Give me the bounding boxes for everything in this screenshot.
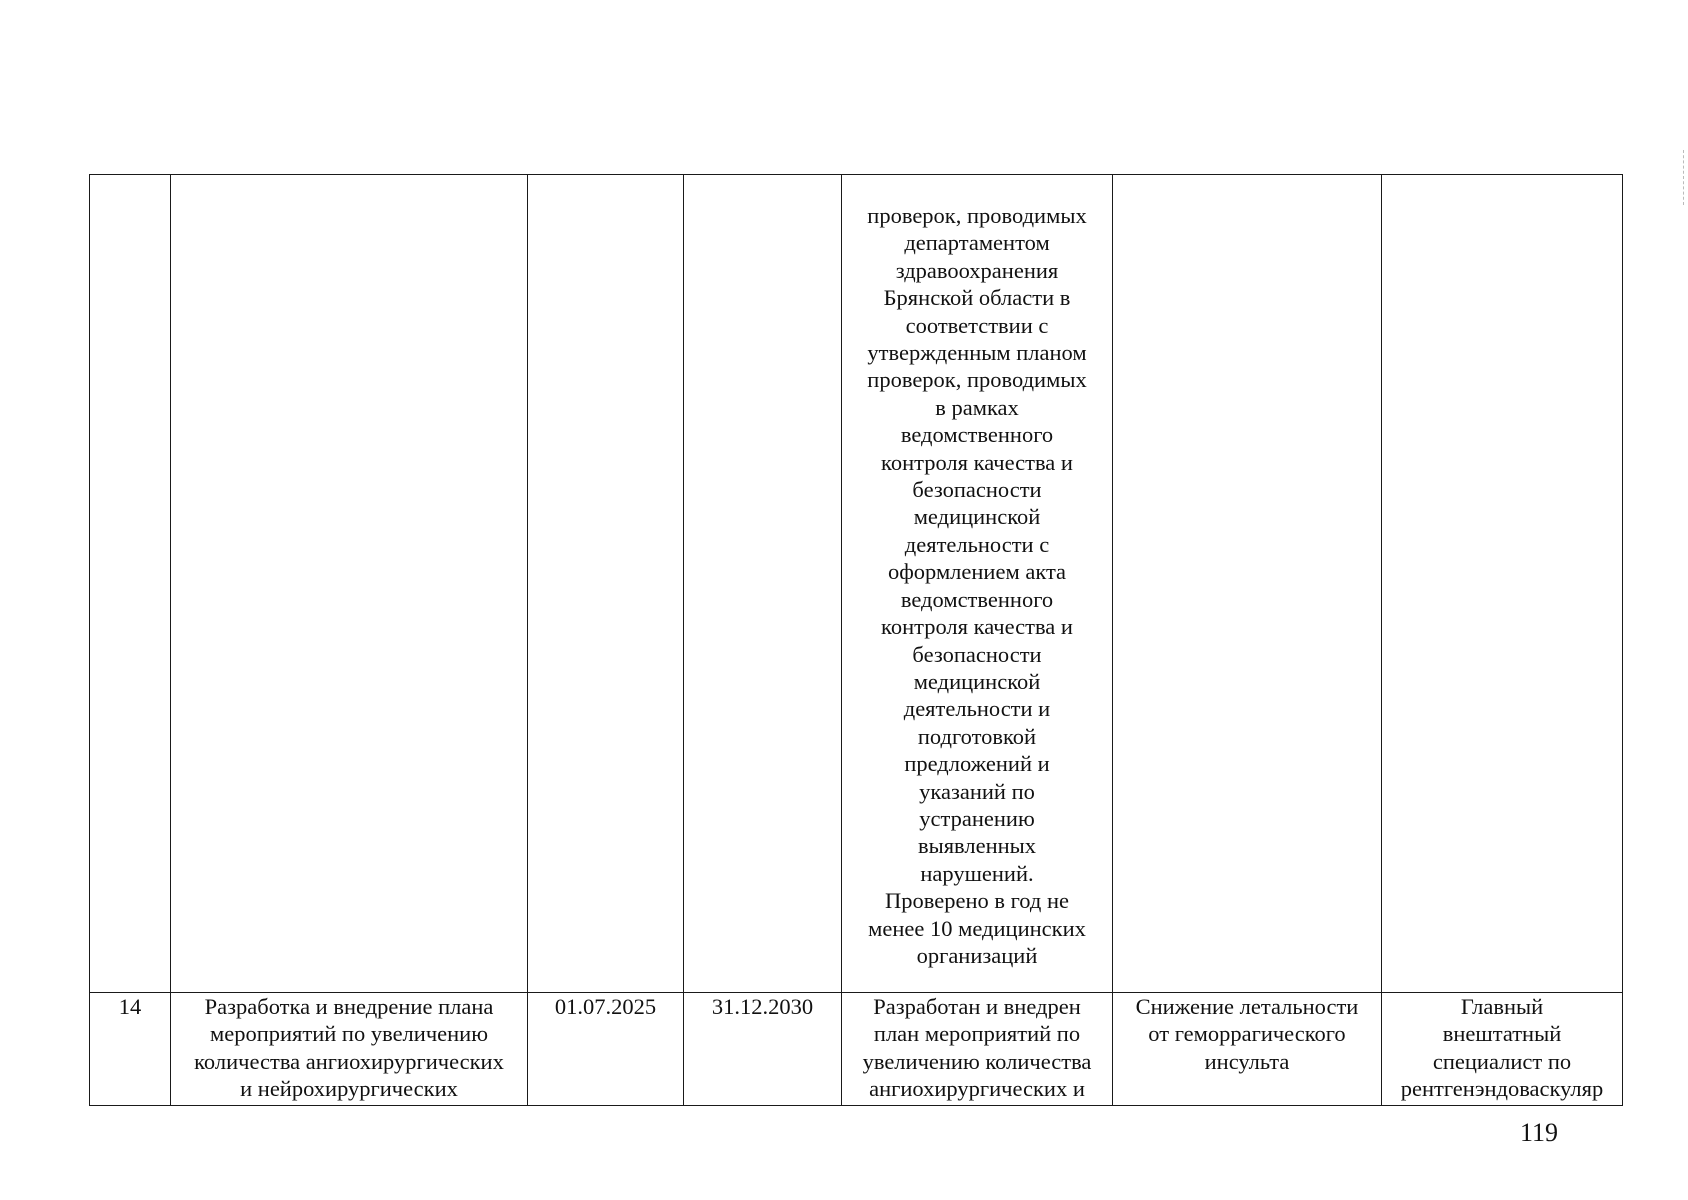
activity-cell [171, 175, 528, 993]
result-cell: Разработан и внедрен план мероприятий по увеличению количества ангиохирургических и [842, 993, 1113, 1106]
row-number: 14 [90, 993, 171, 1106]
indicator-cell: Снижение летальности от геморрагического инсульта [1113, 993, 1382, 1106]
number-cell [90, 175, 171, 993]
start-date-cell: 01.07.2025 [528, 993, 684, 1106]
scan-edge-mark [1683, 150, 1686, 205]
plan-table [89, 174, 1623, 1106]
responsible-cell [1382, 175, 1623, 993]
table-row-continuation [90, 175, 1623, 993]
table-row [90, 993, 1623, 1106]
indicator-cell [1113, 175, 1382, 993]
start-date-cell [528, 175, 684, 993]
responsible-cell: Главный внештатный специалист по рентгенэндоваскуляр [1382, 993, 1623, 1106]
end-date-cell [684, 175, 842, 993]
end-date-cell: 31.12.2030 [684, 993, 842, 1106]
page-number: 119 [1520, 1118, 1559, 1147]
activity-cell: Разработка и внедрение плана мероприятий по увеличению количества ангиохирургических и нейрохирургических [171, 993, 528, 1106]
result-cell: проверок, проводимых департаментом здравоохранения Брянской области в соответствии с утвержденным планом проверок, проводимых в рамках ведомственного контроля качества и безопасности медицинской деятельности с оформлением акта ведомственного контроля качества и безопасности медицинской деятельности и подготовкой предложений и указаний по устранению выявленных нарушений. Проверено в год не менее 10 медицинских организаций [842, 175, 1113, 993]
